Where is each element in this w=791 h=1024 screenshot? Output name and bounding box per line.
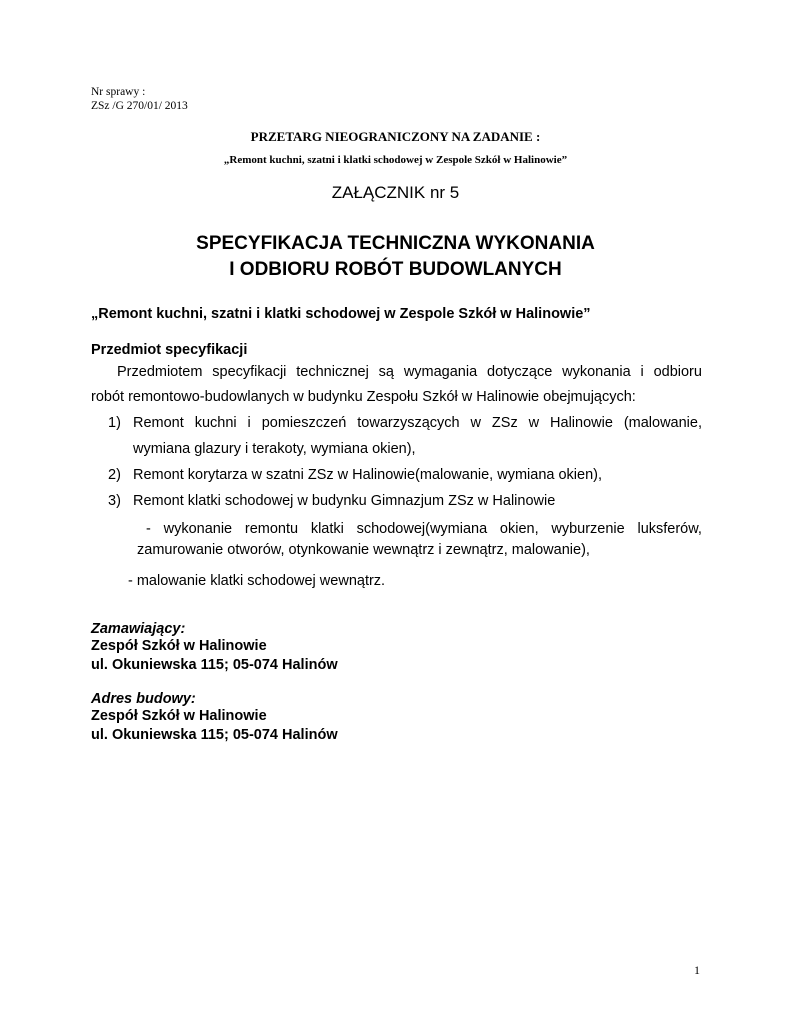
section-heading: Przedmiot specyfikacji [91, 342, 248, 358]
site-block [91, 691, 338, 745]
sub-item-line2: zamurowanie otworów, otynkowanie wewnątrz i zewnątrz, malowanie), [137, 542, 590, 558]
case-number-block [91, 85, 188, 113]
spec-title-line1: SPECYFIKACJA TECHNICZNA WYKONANIA [196, 233, 595, 254]
site-address: ul. Okuniewska 115; 05-074 Halinów [91, 727, 338, 743]
annex-title: ZAŁĄCZNIK nr 5 [331, 183, 460, 202]
list-item [108, 488, 702, 514]
employer-label: Zamawiający: [91, 621, 186, 637]
project-title: „Remont kuchni, szatni i klatki schodowej w Zespole Szkół w Halinowie” [91, 306, 591, 322]
site-label: Adres budowy: [91, 691, 196, 707]
spec-title-line2: I ODBIORU ROBÓT BUDOWLANYCH [229, 259, 562, 280]
list-item-text: Remont korytarza w szatni ZSz w Halinowie(malowanie, wymiana okien), [133, 467, 602, 483]
case-label: Nr sprawy : [91, 86, 146, 98]
list-item-line1: Remont kuchni i pomieszczeń towarzyszących w ZSz w Halinowie (malowanie, [133, 415, 702, 431]
sub-item-line1: - wykonanie remontu klatki schodowej(wymiana okien, wyburzenie luksferów, [146, 521, 702, 537]
sub-item-line3: - malowanie klatki schodowej wewnątrz. [128, 573, 386, 589]
list-number: 1) [108, 415, 121, 431]
list-item [108, 410, 702, 462]
list-number: 3) [108, 493, 121, 509]
list-item-line2: wymiana glazury i terakoty, wymiana okien), [133, 441, 416, 457]
tender-subject: „Remont kuchni, szatni i klatki schodowej w Zespole Szkół w Halinowie” [223, 154, 568, 166]
employer-block [91, 621, 338, 675]
list-item [108, 462, 702, 488]
list-number: 2) [108, 467, 121, 483]
subject-paragraph [91, 360, 702, 410]
employer-name: Zespół Szkół w Halinowie [91, 638, 267, 654]
paragraph-line2: robót remontowo-budowlanych w budynku Zespołu Szkół w Halinowie obejmujących: [91, 389, 636, 405]
case-number: ZSz /G 270/01/ 2013 [91, 100, 188, 112]
paragraph-line1: Przedmiotem specyfikacji technicznej są wymagania dotyczące wykonania i odbioru [117, 364, 702, 380]
spec-title [0, 231, 791, 283]
scope-list [108, 410, 702, 514]
employer-address: ul. Okuniewska 115; 05-074 Halinów [91, 657, 338, 673]
page-number: 1 [694, 963, 700, 977]
tender-title: PRZETARG NIEOGRANICZONY NA ZADANIE : [250, 129, 541, 144]
site-name: Zespół Szkół w Halinowie [91, 708, 267, 724]
list-item-text: Remont klatki schodowej w budynku Gimnazjum ZSz w Halinowie [133, 493, 556, 509]
